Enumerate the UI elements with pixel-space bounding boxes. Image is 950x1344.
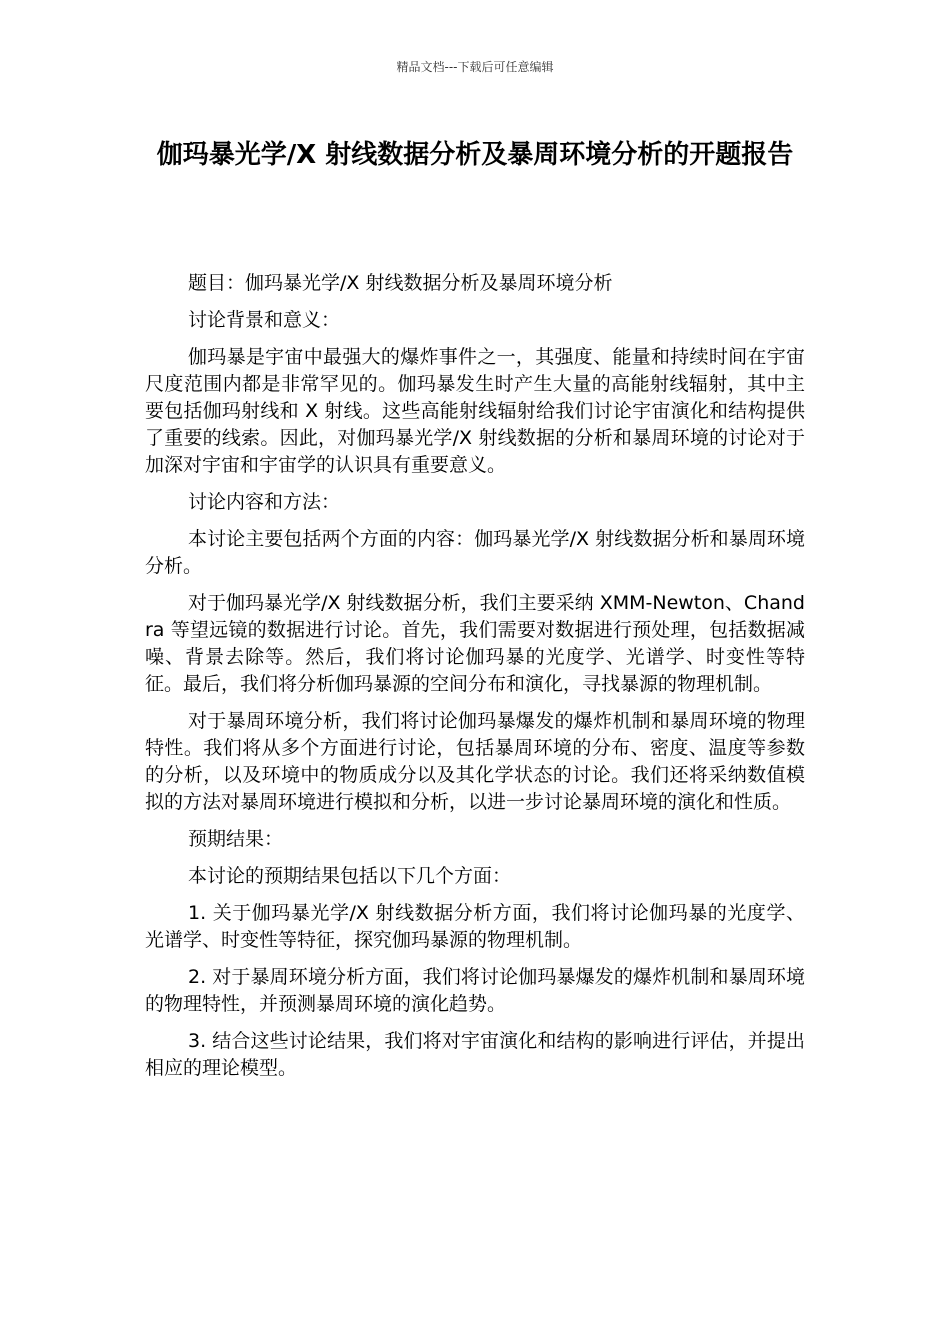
result-item-1: 1. 关于伽玛暴光学/X 射线数据分析方面，我们将讨论伽玛暴的光度学、光谱学、时变性等特征，探究伽玛暴源的物理机制。 bbox=[145, 902, 805, 951]
section-heading-methods: 讨论内容和方法： bbox=[188, 491, 341, 513]
section-heading-results: 预期结果： bbox=[188, 828, 284, 850]
results-intro-paragraph: 本讨论的预期结果包括以下几个方面： bbox=[188, 865, 512, 887]
environment-analysis-paragraph: 对于暴周环境分析，我们将讨论伽玛暴爆发的爆炸机制和暴周环境的物理特性。我们将从多个方面进行讨论，包括暴周环境的分布、密度、温度等参数的分析，以及环境中的物质成分以及其化学状态的讨论。我们还将采纳数值模拟的方法对暴周环境进行模拟和分析，以进一步讨论暴周环境的演化和性质。 bbox=[145, 710, 805, 813]
document-title: 伽玛暴光学/X 射线数据分析及暴周环境分析的开题报告 bbox=[156, 140, 794, 170]
background-paragraph: 伽玛暴是宇宙中最强大的爆炸事件之一，其强度、能量和持续时间在宇宙尺度范围内都是非常罕见的。伽玛暴发生时产生大量的高能射线辐射，其中主要包括伽玛射线和 X 射线。这些高能射线辐射给我们讨论宇宙演化和结构提供了重要的线索。因此，对伽玛暴光学/X 射线数据的分析和暴周环境的讨论对于加深对宇宙和宇宙学的认识具有重要意义。 bbox=[145, 346, 805, 476]
result-item-2: 2. 对于暴周环境分析方面，我们将讨论伽玛暴爆发的爆炸机制和暴周环境的物理特性，并预测暴周环境的演化趋势。 bbox=[145, 966, 805, 1015]
result-item-3: 3. 结合这些讨论结果，我们将对宇宙演化和结构的影响进行评估，并提出相应的理论模型。 bbox=[145, 1030, 805, 1079]
document-body bbox=[145, 270, 805, 1092]
page-header-note: 精品文档---下载后可任意编辑 bbox=[396, 60, 554, 74]
data-analysis-paragraph: 对于伽玛暴光学/X 射线数据分析，我们主要采纳 XMM-Newton、Chandra 等望远镜的数据进行讨论。首先，我们需要对数据进行预处理，包括数据减噪、背景去除等。然后，我们将讨论伽玛暴的光度学、光谱学、时变性等特征。最后，我们将分析伽玛暴源的空间分布和演化，寻找暴源的物理机制。 bbox=[145, 592, 805, 695]
topic-line: 题目：伽玛暴光学/X 射线数据分析及暴周环境分析 bbox=[188, 272, 613, 294]
methods-intro-paragraph: 本讨论主要包括两个方面的内容：伽玛暴光学/X 射线数据分析和暴周环境分析。 bbox=[145, 528, 805, 577]
section-heading-background: 讨论背景和意义： bbox=[188, 309, 341, 331]
